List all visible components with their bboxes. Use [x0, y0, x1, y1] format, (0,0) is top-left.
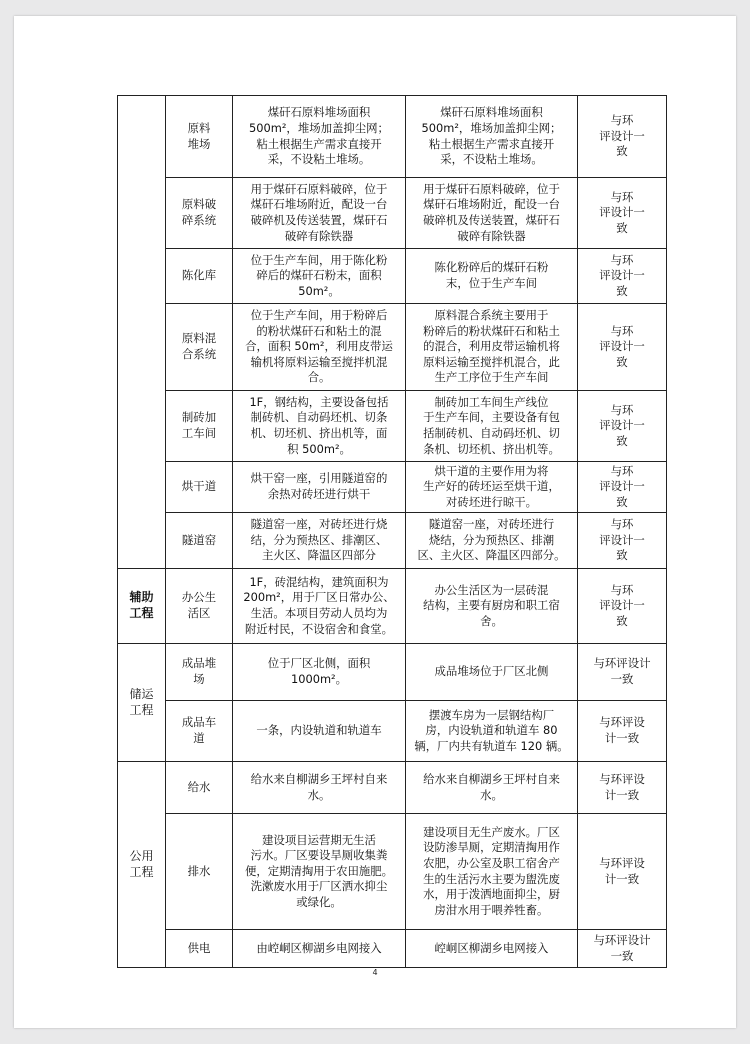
actual-content: 陈化粉碎后的煤矸石粉 末，位于生产车间: [406, 249, 578, 304]
comparison-result: 与环 评设计一 致: [578, 304, 667, 391]
design-content: 建设项目运营期无生活 污水。厂区要设旱厕收集粪 便，定期清掏用于农田施肥。 洗漱废水用于厂区洒水抑尘 或绿化。: [233, 814, 406, 930]
document-page: [14, 16, 736, 1028]
project-comparison-table: [117, 95, 667, 968]
design-content: 位于生产车间，用于陈化粉 碎后的煤矸石粉末，面积 50m²。: [233, 249, 406, 304]
table-row: [118, 462, 667, 513]
item-name: 原料混 合系统: [166, 304, 233, 391]
item-name: 原料破 碎系统: [166, 178, 233, 249]
category-storage: 储运 工程: [118, 644, 166, 762]
comparison-result: 与环评设 计一致: [578, 814, 667, 930]
actual-content: 办公生活区为一层砖混 结构，主要有厨房和职工宿 舍。: [406, 569, 578, 644]
table-row: [118, 814, 667, 930]
table-row: [118, 304, 667, 391]
actual-content: 成品堆场位于厂区北侧: [406, 644, 578, 701]
actual-content: 建设项目无生产废水。厂区 设防渗旱厕，定期清掏用作 农肥，办公室及职工宿舍产 生的生活污水主要为盥洗废 水，用于泼洒地面抑尘，厨 房泔水用于喂养牲畜。: [406, 814, 578, 930]
design-content: 隧道窑一座，对砖坯进行烧 结，分为预热区、排潮区、 主火区、降温区四部分: [233, 513, 406, 569]
comparison-result: 与环 评设计一 致: [578, 569, 667, 644]
table-row: [118, 178, 667, 249]
design-content: 煤矸石原料堆场面积 500m²，堆场加盖抑尘网； 粘土根据生产需求直接开 采，不设粘土堆场。: [233, 96, 406, 178]
table-row: [118, 96, 667, 178]
table-row: [118, 391, 667, 462]
category-auxiliary: 辅助 工程: [118, 569, 166, 644]
table-row: [118, 249, 667, 304]
category-utilities: 公用 工程: [118, 762, 166, 968]
actual-content: 煤矸石原料堆场面积 500m²，堆场加盖抑尘网； 粘土根据生产需求直接开 采，不设粘土堆场。: [406, 96, 578, 178]
item-name: 供电: [166, 930, 233, 968]
item-name: 排水: [166, 814, 233, 930]
item-name: 烘干道: [166, 462, 233, 513]
item-name: 给水: [166, 762, 233, 814]
table-row: [118, 569, 667, 644]
comparison-result: 与环评设 计一致: [578, 762, 667, 814]
design-content: 位于厂区北侧，面积 1000m²。: [233, 644, 406, 701]
category-cell-main: [118, 96, 166, 569]
comparison-result: 与环评设计 一致: [578, 644, 667, 701]
table-row: [118, 930, 667, 968]
item-name: 原料 堆场: [166, 96, 233, 178]
design-content: 用于煤矸石原料破碎，位于 煤矸石堆场附近，配设一台 破碎机及传送装置，煤矸石 破碎有除铁器: [233, 178, 406, 249]
design-content: 由崆峒区柳湖乡电网接入: [233, 930, 406, 968]
comparison-result: 与环 评设计一 致: [578, 249, 667, 304]
table-row: [118, 513, 667, 569]
actual-content: 烘干道的主要作用为将 生产好的砖坯运至烘干道， 对砖坯进行晾干。: [406, 462, 578, 513]
design-content: 一条，内设轨道和轨道车: [233, 701, 406, 762]
table-row: [118, 701, 667, 762]
item-name: 隧道窑: [166, 513, 233, 569]
design-content: 给水来自柳湖乡王坪村自来 水。: [233, 762, 406, 814]
design-content: 烘干窑一座，引用隧道窑的 余热对砖坯进行烘干: [233, 462, 406, 513]
design-content: 位于生产车间，用于粉碎后 的粉状煤矸石和粘土的混 合，面积 50m²，利用皮带运 输机将原料运输至搅拌机混 合。: [233, 304, 406, 391]
actual-content: 隧道窑一座，对砖坯进行 烧结，分为预热区、排潮 区、主火区、降温区四部分。: [406, 513, 578, 569]
page-number: 4: [372, 968, 378, 977]
table-row: [118, 762, 667, 814]
comparison-result: 与环 评设计一 致: [578, 391, 667, 462]
actual-content: 用于煤矸石原料破碎，位于 煤矸石堆场附近，配设一台 破碎机及传送装置，煤矸石 破碎有除铁器: [406, 178, 578, 249]
item-name: 成品堆 场: [166, 644, 233, 701]
item-name: 办公生 活区: [166, 569, 233, 644]
comparison-result: 与环 评设计一 致: [578, 178, 667, 249]
item-name: 制砖加 工车间: [166, 391, 233, 462]
table-row: [118, 644, 667, 701]
actual-content: 制砖加工车间生产线位 于生产车间，主要设备有包 括制砖机、自动码坯机、切 条机、切坯机、挤出机等。: [406, 391, 578, 462]
item-name: 陈化库: [166, 249, 233, 304]
comparison-result: 与环评设 计一致: [578, 701, 667, 762]
design-content: 1F，钢结构，主要设备包括 制砖机、自动码坯机、切条 机、切坯机、挤出机等，面 积 500m²。: [233, 391, 406, 462]
comparison-result: 与环 评设计一 致: [578, 462, 667, 513]
item-name: 成品车 道: [166, 701, 233, 762]
comparison-result: 与环 评设计一 致: [578, 513, 667, 569]
actual-content: 摆渡车房为一层钢结构厂 房，内设轨道和轨道车 80 辆，厂内共有轨道车 120 辆。: [406, 701, 578, 762]
actual-content: 给水来自柳湖乡王坪村自来 水。: [406, 762, 578, 814]
actual-content: 崆峒区柳湖乡电网接入: [406, 930, 578, 968]
comparison-result: 与环评设计 一致: [578, 930, 667, 968]
comparison-result: 与环 评设计一 致: [578, 96, 667, 178]
design-content: 1F，砖混结构，建筑面积为 200m²，用于厂区日常办公、 生活。本项目劳动人员均为 附近村民，不设宿舍和食堂。: [233, 569, 406, 644]
actual-content: 原料混合系统主要用于 粉碎后的粉状煤矸石和粘土 的混合，利用皮带运输机将 原料运输至搅拌机混合，此 生产工序位于生产车间: [406, 304, 578, 391]
